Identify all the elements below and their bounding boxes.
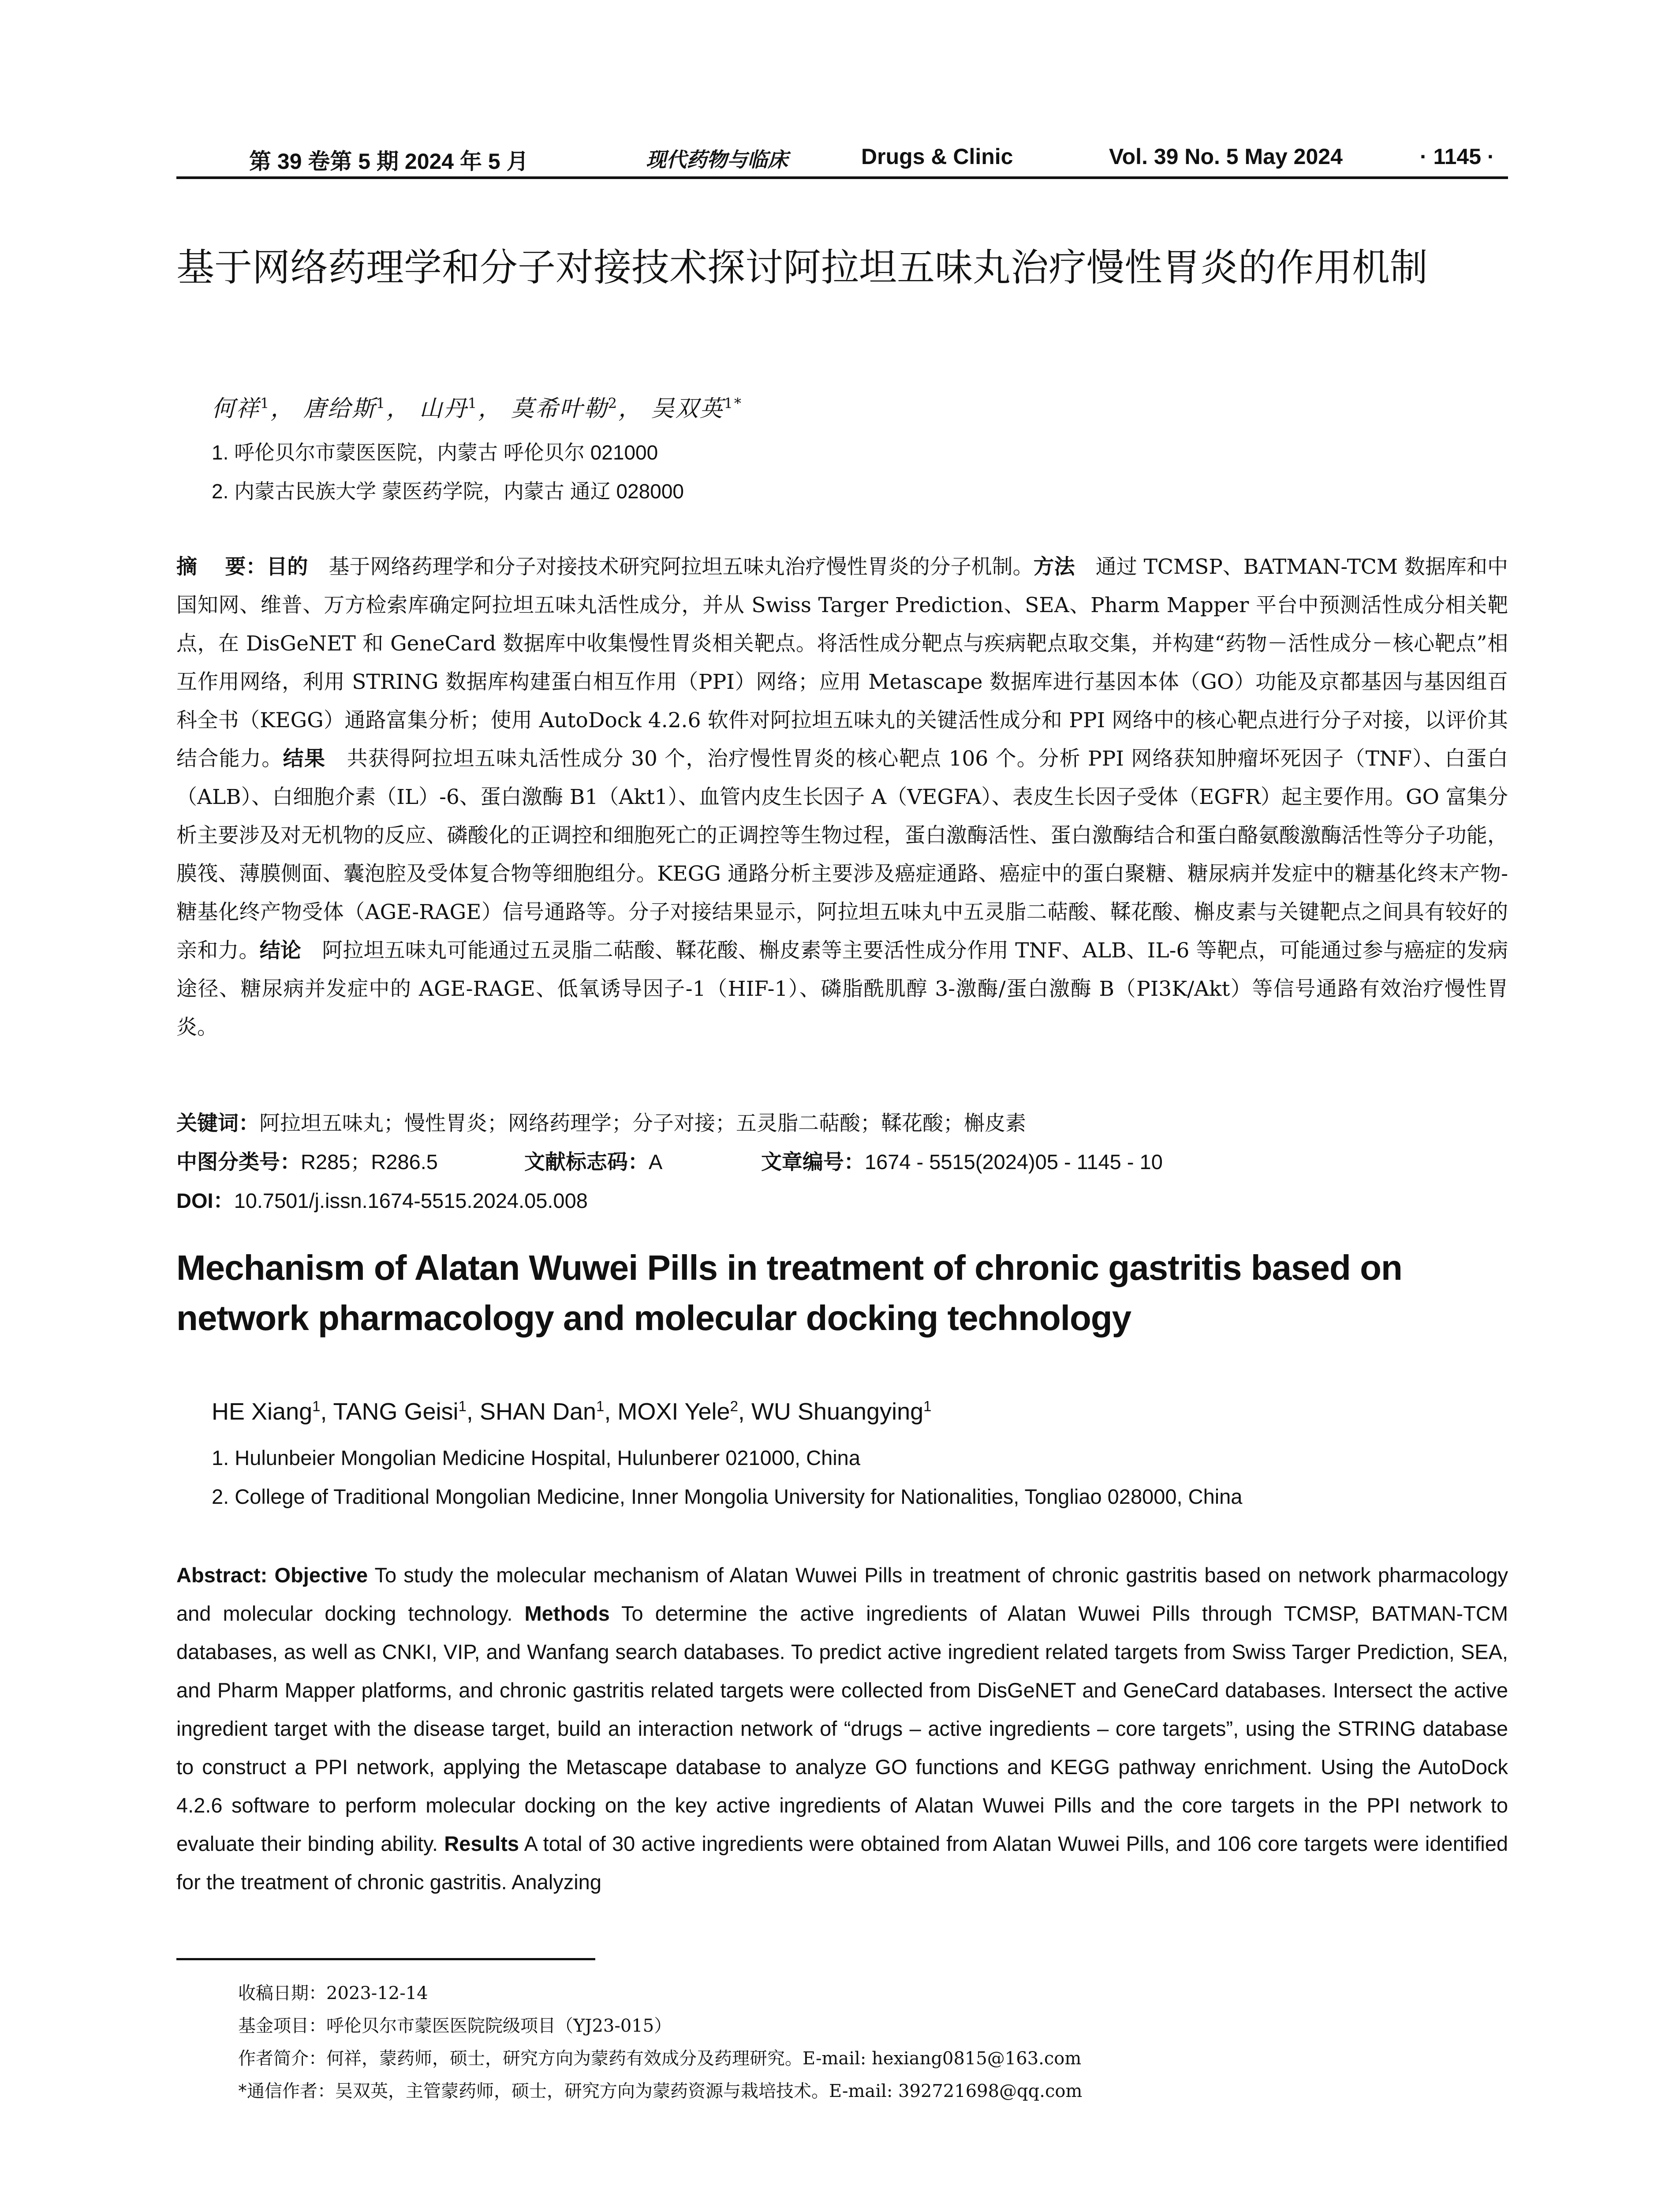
cn-author: 吴双英 <box>651 396 724 422</box>
en-abstract-label: Abstract: <box>176 1563 268 1587</box>
header-journal-en: Drugs & Clinic <box>861 144 1013 169</box>
doc-code: A <box>649 1150 661 1174</box>
en-title: Mechanism of Alatan Wuwei Pills in treatment of chronic gastritis based on network pharmacology and molecular docking technology <box>176 1248 1402 1338</box>
cn-title: 基于网络药理学和分子对接技术探讨阿拉坦五味丸治疗慢性胃炎的作用机制 <box>176 246 1428 290</box>
cn-keywords-text: 阿拉坦五味丸；慢性胃炎；网络药理学；分子对接；五灵脂二萜酸；鞣花酸；槲皮素 <box>259 1111 1026 1136</box>
article-number: 1674 - 5515(2024)05 - 1145 - 10 <box>864 1150 1163 1174</box>
en-results-label: Results <box>444 1832 519 1855</box>
cn-doi: DOI：10.7501/j.issn.1674-5515.2024.05.008 <box>176 1189 588 1212</box>
cn-abstract <box>176 548 1508 1046</box>
cn-conclusion-label: 结论 <box>259 938 302 963</box>
cn-affiliation-2: 2. 内蒙古民族大学 蒙医药学院，内蒙古 通辽 028000 <box>212 480 684 503</box>
en-author: MOXI Yele <box>617 1398 730 1425</box>
header-page-number: · 1145 · <box>1420 144 1495 169</box>
en-results-text: A total of 30 active ingredients were obtained from Alatan Wuwei Pills, and 106 core targets were identified for the treatment of chronic gastritis. Analyzing <box>176 1832 1508 1894</box>
en-abstract <box>176 1556 1508 1901</box>
cn-author: 唐给斯 <box>303 396 376 422</box>
cn-results-text: 共获得阿拉坦五味丸活性成分 30 个，治疗慢性胃炎的核心靶点 106 个。分析 PPI 网络获知肿瘤坏死因子（TNF）、白蛋白（ALB）、白细胞介素（IL）-6、蛋白激酶 B1（Akt1）、血管内皮生长因子 A（VEGFA）、表皮生长因子受体（EGFR）起主要作用。GO 富集分析主要涉及对无机物的反应、磷酸化的正调控和细胞死亡的正调控等生物过程，蛋白激酶活性、蛋白激酶结合和蛋白酪氨酸激酶活性等分子功能，膜筏、薄膜侧面、囊泡腔及受体复合物等细胞组分。KEGG 通路分析主要涉及癌症通路、癌症中的蛋白聚糖、糖尿病并发症中的糖基化终末产物-糖基化终产物受体（AGE-RAGE）信号通路等。分子对接结果显示，阿拉坦五味丸中五灵脂二萜酸、鞣花酸、槲皮素与关键靶点之间具有较好的亲和力。 <box>176 747 1508 963</box>
footnote-author-bio: 作者简介：何祥，蒙药师，硕士，研究方向为蒙药有效成分及药理研究。E-mail: hexiang0815@163.com <box>238 2048 1082 2069</box>
en-authors: HE Xiang$^1$, TANG Geisi$^1$, SHAN Dan$^1$, MOXI Yele$^2$, WU Shuangying$^1$ <box>212 1398 932 1425</box>
cn-keywords: 关键词：阿拉坦五味丸；慢性胃炎；网络药理学；分子对接；五灵脂二萜酸；鞣花酸；槲皮素 <box>176 1111 1026 1136</box>
cn-conclusion-text: 阿拉坦五味丸可能通过五灵脂二萜酸、鞣花酸、槲皮素等主要活性成分作用 TNF、ALB、IL-6 等靶点，可能通过参与癌症的发病途径、糖尿病并发症中的 AGE-RAGE、低氧诱导因子-1（HIF-1）、磷脂酰肌醇 3-激酶/蛋白激酶 B（PI3K/Akt）等信号通路有效治疗慢性胃炎。 <box>176 938 1508 1039</box>
en-affiliation-1: 1. Hulunbeier Mongolian Medicine Hospital, Hulunberer 021000, China <box>212 1446 860 1469</box>
en-objective-text: To study the molecular mechanism of Alatan Wuwei Pills in treatment of chronic gastritis based on network pharmacology and molecular docking technology. <box>176 1563 1508 1625</box>
en-author: SHAN Dan <box>479 1398 597 1425</box>
cn-methods-text: 通过 TCMSP、BATMAN-TCM 数据库和中国知网、维普、万方检索库确定阿拉坦五味丸活性成分，并从 Swiss Targer Prediction、SEA、Pharm Mapper 平台中预测活性成分相关靶点，在 DisGeNET 和 GeneCard 数据库中收集慢性胃炎相关靶点。将活性成分靶点与疾病靶点取交集，并构建“药物－活性成分－核心靶点”相互作用网络，利用 STRING 数据库构建蛋白相互作用（PPI）网络；应用 Metascape 数据库进行基因本体（GO）功能及京都基因与基因组百科全书（KEGG）通路富集分析；使用 AutoDock 4.2.6 软件对阿拉坦五味丸的关键活性成分和 PPI 网络中的核心靶点进行分子对接，以评价其结合能力。 <box>176 555 1508 771</box>
footnote-rule <box>176 1958 595 1960</box>
en-author: TANG Geisi <box>333 1398 459 1425</box>
en-objective-label: Objective <box>274 1563 368 1587</box>
cn-objective-label: 目的 <box>266 555 308 579</box>
cn-classification: 中图分类号：R285；R286.5 文献标志码：A 文章编号：1674 - 5515(2024)05 - 1145 - 10 <box>176 1150 1163 1174</box>
footnote-received: 收稿日期：2023-12-14 <box>238 1983 428 2003</box>
cn-results-label: 结果 <box>283 747 326 771</box>
cn-authors: 何祥$^1$， 唐给斯$^1$， 山丹$^1$， 莫希叶勒$^2$， 吴双英$^{1*}$ <box>212 395 743 422</box>
cn-affiliation-1: 1. 呼伦贝尔市蒙医医院，内蒙古 呼伦贝尔 021000 <box>212 441 658 464</box>
cn-objective-text: 基于网络药理学和分子对接技术研究阿拉坦五味丸治疗慢性胃炎的分子机制。 <box>308 555 1034 579</box>
clc-code: R285；R286.5 <box>301 1150 438 1174</box>
footnote-funding: 基金项目：呼伦贝尔市蒙医医院院级项目（YJ23-015） <box>238 2016 672 2036</box>
header-journal-cn: 现代药物与临床 <box>646 148 788 172</box>
en-affiliation-2: 2. College of Traditional Mongolian Medicine, Inner Mongolia University for Nationalities, Tongliao 028000, China <box>212 1485 1243 1508</box>
footnote-corresponding: *通信作者：吴双英，主管蒙药师，硕士，研究方向为蒙药资源与栽培技术。E-mail: 392721698@qq.com <box>238 2081 1083 2101</box>
en-author: HE Xiang <box>212 1398 313 1425</box>
header-issue-cn: 第 39 卷第 5 期 2024 年 5 月 <box>249 149 529 174</box>
en-methods-text: To determine the active ingredients of Alatan Wuwei Pills through TCMSP, BATMAN-TCM databases, as well as CNKI, VIP, and Wanfang search databases. To predict active ingredient related targets from Swiss Targer Prediction, SEA, and Pharm Mapper platforms, and chronic gastritis related targets were collected from DisGeNET and GeneCard databases. Intersect the active ingredient target with the disease target, build an interaction network of “drugs – active ingredients – core targets”, using the STRING database to construct a PPI network, applying the Metascape database to analyze GO functions and KEGG pathway enrichment. Using the AutoDock 4.2.6 software to perform molecular docking on the key active ingredients of Alatan Wuwei Pills and the core targets in the PPI network to evaluate their binding ability. <box>176 1602 1508 1855</box>
doi-value[interactable]: 10.7501/j.issn.1674-5515.2024.05.008 <box>234 1189 588 1212</box>
cn-abstract-label: 摘 要： <box>176 555 267 579</box>
cn-author: 莫希叶勒 <box>511 396 608 422</box>
running-header <box>176 140 1508 176</box>
en-methods-label: Methods <box>524 1602 610 1625</box>
cn-author: 山丹 <box>419 396 468 422</box>
header-rule <box>176 176 1508 179</box>
en-author: WU Shuangying <box>751 1398 924 1425</box>
cn-methods-label: 方法 <box>1033 555 1075 579</box>
header-issue-en: Vol. 39 No. 5 May 2024 <box>1109 144 1343 169</box>
cn-author: 何祥 <box>212 396 261 422</box>
